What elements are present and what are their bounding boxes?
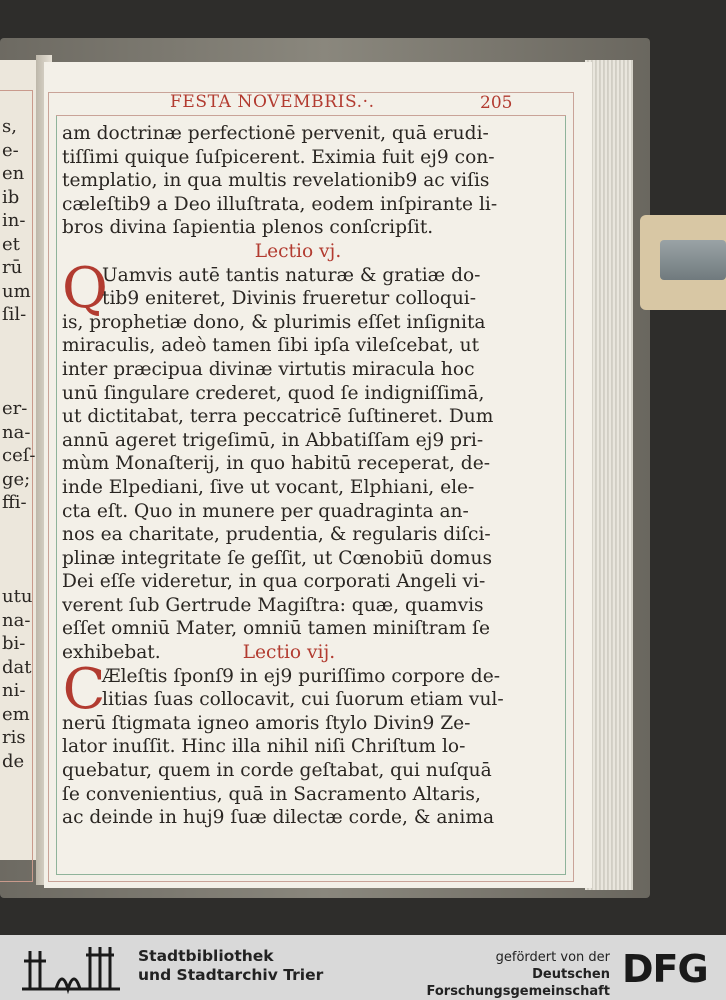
line-text: Æleſtis ſponſ9 in ej9 puriſſimo corpore de-: [102, 665, 500, 687]
left-page-fragment: et: [2, 233, 20, 255]
line-text: ut dictitabat, terra peccatricē ſuſtineret. Dum: [62, 406, 494, 428]
left-page-fragment: en: [2, 163, 25, 184]
left-page-fragment: e-: [2, 139, 19, 161]
line-text: nos ea charitate, prudentia, & regularis diſci-: [62, 524, 491, 546]
left-page-fragment: ffi-: [2, 492, 27, 513]
left-page-fragment: bi-: [2, 633, 26, 654]
text-line: [62, 193, 564, 217]
text-line: [62, 334, 564, 358]
left-page-fragment: na-: [2, 421, 31, 443]
line-text: miraculis, adeò tamen ſibi ipſa vileſcebat, ut: [62, 335, 480, 357]
left-page-fragment: de: [2, 750, 25, 772]
line-text: am doctrinæ perfectionē pervenit, quā erudi-: [62, 123, 489, 144]
funder-line-1: gefördert von der: [495, 950, 610, 965]
funder-text: [360, 949, 610, 1000]
text-line: [62, 735, 564, 759]
line-text: Lectio vj.: [254, 240, 342, 262]
text-line: [62, 358, 564, 382]
line-text: Dei eſſe videretur, in qua corporati Angeli vi-: [62, 571, 486, 593]
library-logo-icon: [16, 941, 126, 995]
metal-clasp: [660, 240, 726, 280]
page-number: 205: [480, 93, 513, 113]
text-line: [62, 452, 564, 476]
left-page-fragment: um: [2, 280, 31, 302]
text-line: [62, 759, 564, 783]
institution-name: [138, 947, 323, 985]
line-text: inde Elpediani, ſive ut vocant, Elphiani, ele-: [62, 476, 475, 498]
left-page-fragment: rū: [2, 257, 23, 278]
text-line: [62, 429, 564, 453]
line-text: ac deinde in huj9 ſuæ dilectæ corde, & anima: [62, 807, 495, 829]
line-text: cta eſt. Quo in munere per quadraginta an-: [62, 500, 469, 522]
line-text: Uamvis autē tantis naturæ & gratiæ do-: [102, 264, 481, 286]
left-page-fragment: er-: [2, 398, 28, 419]
line-text: tib9 eniteret, Divinis frueretur colloqui-: [102, 288, 477, 310]
line-text: quebatur, quem in corde geſtabat, qui nuſquā: [62, 760, 492, 782]
institution-line-1: Stadtbibliothek: [138, 947, 274, 965]
text-line: [62, 146, 564, 170]
left-page-fragment: ge;: [2, 468, 31, 490]
text-line: [62, 216, 564, 240]
header-rule: [56, 115, 566, 116]
text-line: [62, 617, 564, 641]
text-line: [62, 476, 564, 500]
line-text: ſe convenientius, quā in Sacramento Altaris,: [62, 783, 481, 805]
initial-letter: Q: [62, 255, 108, 321]
left-page-fragment: ceſ-: [2, 445, 36, 466]
text-line: [62, 500, 564, 524]
text-block: [62, 122, 564, 830]
line-text: plinæ integritate ſe geſſit, ut Cœnobiū domus: [62, 547, 493, 569]
text-line: [62, 547, 564, 571]
left-page-fragment: ris: [2, 727, 26, 748]
line-text: cæleſtib9 a Deo illuſtrata, eodem inſpirante li-: [62, 193, 498, 215]
initial-letter: C: [62, 656, 106, 722]
text-line: [62, 806, 564, 830]
line-text: mùm Monaſterij, in quo habitū receperat, de-: [62, 453, 490, 475]
line-text: annū ageret trigeſimū, in Abbatiſſam ej9 pri-: [62, 429, 484, 451]
line-text: inter præcipua divinæ virtutis miracula hoc: [62, 358, 475, 380]
text-line: [62, 688, 564, 712]
left-page-fragment: na-: [2, 609, 31, 631]
left-page-fragment: em: [2, 703, 30, 725]
left-page-fragment: utu: [2, 586, 33, 607]
left-page-fragment: dat: [2, 656, 32, 678]
footer-bar: [0, 935, 726, 1000]
text-line: [62, 382, 564, 406]
funder-line-2: Deutschen Forschungsgemeinschaft: [426, 967, 610, 999]
text-line: [62, 122, 564, 146]
text-line: [62, 783, 564, 807]
line-text: templatio, in qua multis revelationib9 ac viſis: [62, 170, 490, 192]
left-page-fragment: s,: [2, 116, 17, 137]
page-edges: [585, 60, 633, 890]
running-head: FESTA NOVEMBRIS.·.: [170, 92, 375, 112]
line-text: nerū ſtigmata igneo amoris ſtylo Divin9 Ze-: [62, 712, 471, 734]
text-line: [62, 287, 564, 311]
line-text: exhibebat.: [62, 642, 161, 664]
line-text: eſſet omniū Mater, omniū tamen miniſtram ſe: [62, 618, 491, 640]
text-line: [62, 523, 564, 547]
institution-line-2: und Stadtarchiv Trier: [138, 966, 324, 984]
text-line: [62, 169, 564, 193]
lectio-heading: Lectio vij.: [242, 642, 336, 664]
text-line: [62, 405, 564, 429]
text-line: [62, 570, 564, 594]
line-text: litias ſuas collocavit, cui ſuorum etiam vul-: [102, 689, 504, 711]
text-line: [62, 311, 564, 335]
text-line: [62, 641, 564, 665]
left-page-fragment: ni-: [2, 680, 26, 701]
line-text: is, prophetiæ dono, & plurimis eſſet inſignita: [62, 311, 486, 333]
text-line: [62, 594, 564, 618]
right-page: [44, 62, 592, 888]
line-text: verent ſub Gertrude Magiſtra: quæ, quamvis: [62, 594, 484, 616]
left-page-fragment: ſil-: [2, 304, 27, 325]
line-text: lator inuſſit. Hinc illa nihil niſi Chriſtum lo-: [62, 736, 466, 758]
line-text: unū ſingulare crederet, quod ſe indigniſſimā,: [62, 382, 485, 404]
lectio-heading: [62, 240, 564, 264]
line-text: bros divina ſapientia plenos conſcripſit.: [62, 217, 434, 239]
left-page-fragment: ib: [2, 186, 20, 208]
dfg-logo: DFG: [622, 947, 708, 991]
line-text: tiſſimi quique ſuſpicerent. Eximia fuit ej9 con-: [62, 146, 495, 168]
text-line: [62, 712, 564, 736]
left-page-fragment: in-: [2, 210, 26, 231]
